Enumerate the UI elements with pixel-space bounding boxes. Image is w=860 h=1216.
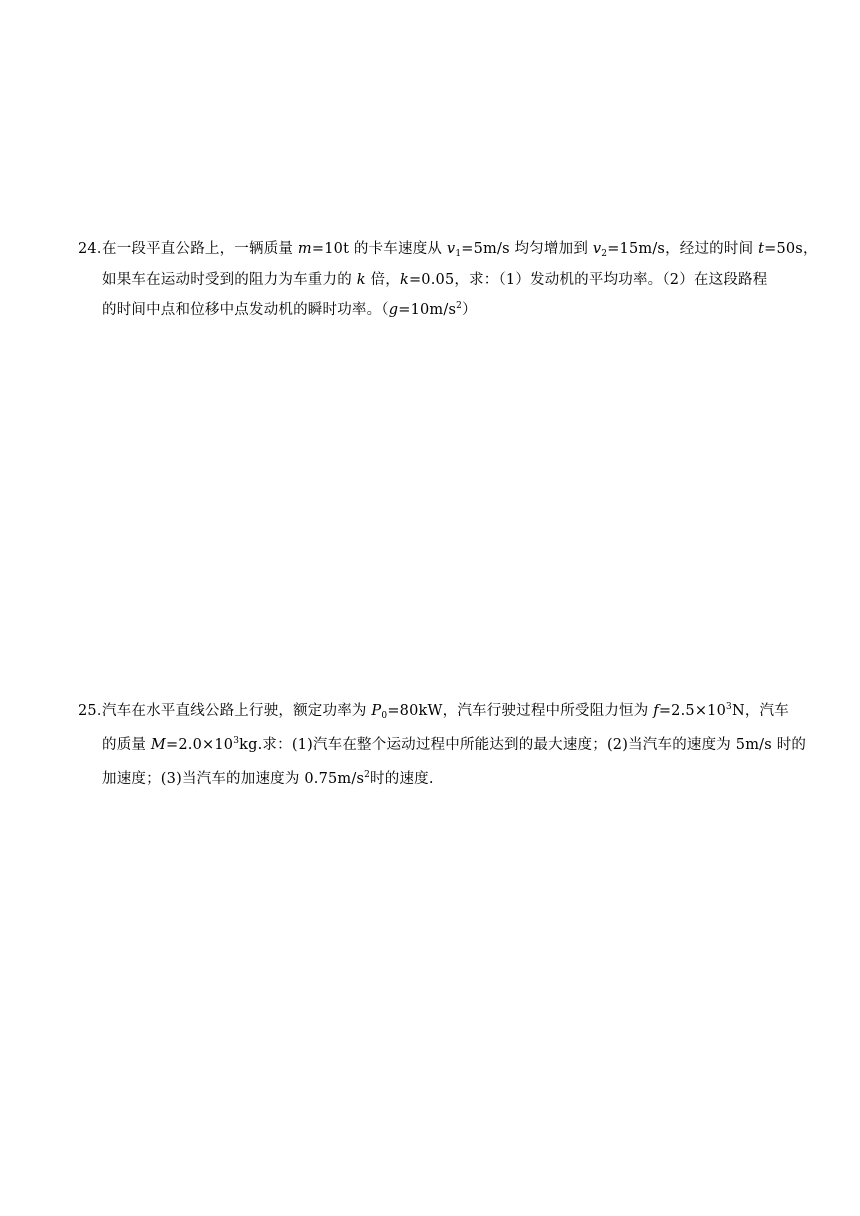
problem-24-line-2: 如果车在运动时受到的阻力为车重力的 k 倍，k=0.05，求：（1）发动机的平均功率。（2）在这段路程 [102, 272, 768, 288]
problem-25-line-1: 25．汽车在水平直线公路上行驶，额定功率为 $P_0=80kW$，汽车行驶过程中所受阻力恒为 $f=2.5\times 10^3N$，汽车 [78, 699, 789, 720]
problem-number: 25． [78, 703, 112, 719]
problem-25-line-3: 加速度；(3)当汽车的加速度为 $0.75m/s^2$时的速度. [102, 770, 434, 787]
problem-24-line-1: 24．在一段平直公路上，一辆质量 m=10t 的卡车速度从 $v_1=5m/s$ 均匀增加到 $v_2=15m/s$，经过的时间 t=50s， [78, 237, 818, 258]
problem-25-line-2: 的质量 $M=2.0\times 10^3kg$.求：(1)汽车在整个运动过程中所能达到的最大速度；(2)当汽车的速度为 5m/s 时的 [102, 736, 807, 753]
problem-number: 24． [78, 241, 112, 257]
problem-24-line-3: 的时间中点和位移中点发动机的瞬时功率。$(g=10m/s^2)$ [102, 301, 477, 318]
